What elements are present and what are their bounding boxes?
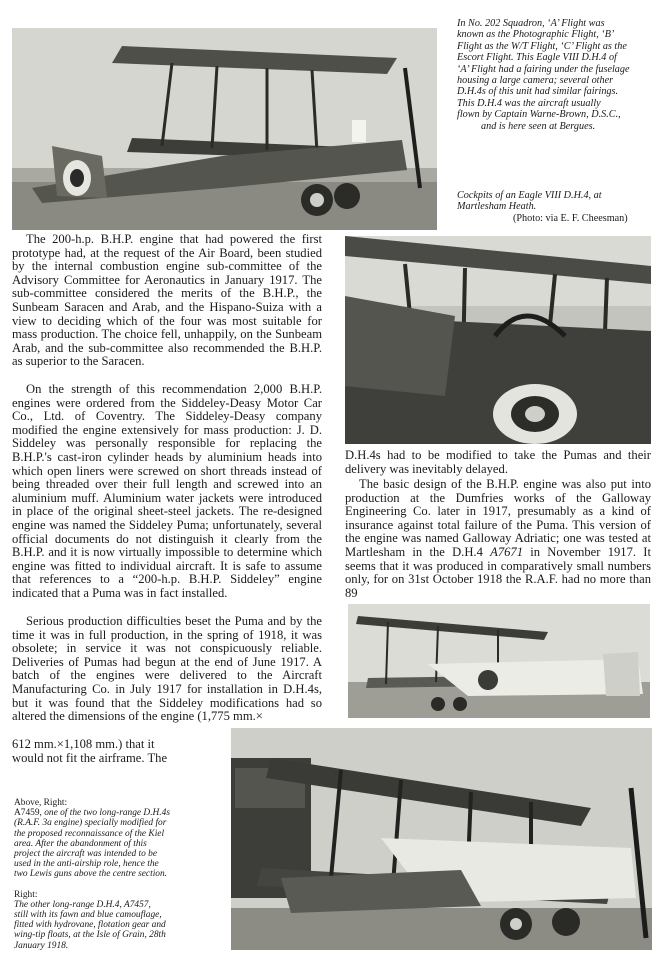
caption-line: used in the anti-airship role, hence the — [14, 859, 159, 870]
caption-heading-right: Right: — [14, 889, 38, 900]
caption-line — [14, 808, 226, 818]
aircraft-serial: A7671 — [490, 544, 524, 559]
photo-a7459 — [348, 604, 650, 718]
caption-line: Escort Flight. This Eagle VIII D.H.4 of — [457, 52, 617, 64]
caption-line: housing a large camera; several other — [457, 75, 614, 87]
caption-line: the proposed reconnaissance of the Kiel — [14, 828, 165, 839]
caption-line: ‘A’ Flight had a fairing under the fuselage — [457, 63, 630, 75]
paragraph-3-continued: 612 mm.×1,108 mm.) that it — [12, 737, 155, 751]
caption-line: (R.A.F. 3a engine) specially modified for — [14, 818, 167, 829]
photo-a7457-isle-of-grain — [231, 728, 652, 950]
caption-line: Martlesham Heath. — [457, 201, 537, 213]
caption-line: Cockpits of an Eagle VIII D.H.4, at — [457, 190, 602, 201]
caption-serial: A7459 — [14, 808, 40, 819]
caption-line: project the aircraft was intended to be — [14, 849, 158, 860]
caption-line: area. After the abandonment of this — [14, 838, 147, 849]
caption-line: fitted with hydrovane, flotation gear and — [14, 920, 166, 931]
photo-cockpits-martlesham — [345, 236, 651, 444]
paragraph-4: D.H.4s had to be modified to take the Pumas and their delivery was inevitably delayed. — [345, 448, 651, 476]
paragraph-3-end: would not fit the airframe. The — [12, 751, 168, 765]
caption-bottom-left — [14, 798, 226, 951]
paragraph-5 — [345, 478, 651, 600]
caption-line: still with its fawn and blue camouflage, — [14, 910, 162, 921]
photo-dh4-bergues — [12, 28, 437, 230]
caption-line: This D.H.4 was the aircraft usually — [457, 97, 601, 109]
caption-line: Flight as the W/T Flight, ‘C’ Flight as the — [457, 40, 627, 52]
paragraph-5-part-a: The basic design of the B.H.P. engine was also put into production at the Dumfries works of the Galloway Engineering Co. later in 1917, presumably as a kind of insurance against total failure of the Puma. This version of the engine was named Galloway Adriatic; one was tested at Martlesham in the D.H.4 — [345, 477, 651, 559]
caption-cockpits — [457, 190, 663, 224]
caption-line: January 1918. — [14, 940, 69, 951]
caption-line: The other long-range D.H.4, A7457, — [14, 899, 151, 910]
paragraph-5-part-b: in November 1917. It seems that it was produced in comparatively small numbers only, for on 31st October 1918 the R.A.F. had no more than 89 — [345, 544, 651, 600]
caption-line: known as the Photographic Flight, ‘B’ — [457, 29, 615, 41]
caption-text: , one of the two long-range D.H.4s — [39, 808, 170, 819]
caption-heading-above-right: Above, Right: — [14, 798, 68, 808]
caption-line: flown by Captain Warne-Brown, D.S.C., — [457, 109, 621, 121]
paragraph-3: Serious production difficulties beset the Puma and by the time it was in full production, in the spring of 1918, it was obsolete; in service it was not conspicuously reliable. Deliveries of Pumas had begun at the end of June 1917. A batch of the engines were delivered to the Aircraft Manufacturing Co. in July 1917 for installation in D.H.4s, but it was found that the Siddeley modifications had so altered the dimensions of the engine (1,775 mm.× — [12, 614, 322, 724]
caption-202-squadron — [457, 18, 663, 132]
caption-line: D.H.4s of this unit had similar fairings. — [457, 86, 619, 98]
caption-line: and is here seen at Bergues. — [481, 120, 596, 132]
caption-line: two Lewis guns above the centre section. — [14, 869, 168, 880]
caption-line: In No. 202 Squadron, ‘A’ Flight was — [457, 18, 605, 29]
caption-line: wing-tip floats, at the Isle of Grain, 28th — [14, 930, 166, 941]
paragraph-2: On the strength of this recommendation 2,000 B.H.P. engines were ordered from the Siddeley-Deasy Motor Car Co., Ltd. of Coventry. The Siddeley-Deasy company modified the engine extensively for mass production: J. D. Siddeley was personally responsible for replacing the B.H.P.'s cast-iron cylinder heads by aluminium heads into which open liners were screwed on short threads instead of being threaded over their full length and screwed into an aluminium muff. Aluminium water jackets were introduced in place of the original sheet-steel jackets. The re-designed engine was named the Siddeley Puma; unfortunately, several official documents do not distinguish it clearly from the B.H.P. and it is now virtually impossible to determine which engine was fitted to individual aircraft. It is safe to assume that references to a “200-h.p. B.H.P. Siddeley” engine indicated that a Puma was in fact installed. — [12, 382, 322, 600]
photo-credit: (Photo: via E. F. Cheesman) — [513, 212, 628, 224]
paragraph-1: The 200-h.p. B.H.P. engine that had powered the first prototype had, at the request of the Air Board, been studied by the internal combustion engine sub-committee of the Advisory Committee for Aeronautics in January 1917. The sub-committee considered the merits of the B.H.P., the Sunbeam Saracen and Arab, and the Hispano-Suiza with a view to deciding which of the four was most suitable for mass production. The choice fell, unhappily, on the Sunbeam Arab, and the sub-committee also recommended the B.H.P. as superior to the Saracen. — [12, 232, 322, 369]
